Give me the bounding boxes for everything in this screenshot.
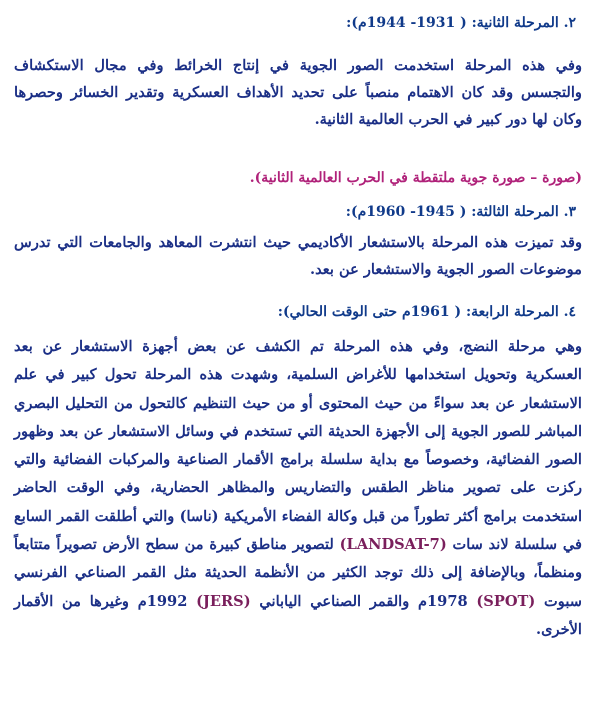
section-paragraph-stage-4 xyxy=(14,333,582,644)
section-paragraph-stage-2: وفي هذه المرحلة استخدمت الصور الجوية في إنتاج الخرائط وفي مجال الاستكشاف والتجسس وقد كان الاهتمام منصباً على تحديد الأهداف العسكرية وتقدير الخسائر وحصرها وكان لها دور كبير في الحرب العالمية الثانية. xyxy=(14,57,582,128)
jers-term: (JERS) xyxy=(196,592,251,610)
paragraph-text: وهي مرحلة النضج، وفي هذه المرحلة تم الكشف عن بعض أجهزة الاستشعار عن بعد العسكرية وتحويل استخدامها للأغراض السلمية، وشهدت هذه المرحلة تحول كبير في علم الاستشعار عن بعد سواءً من حيث المحتوى أو من حيث التنظيم كالتحول من التحليل البصري المباشر للصور الجوية إلى الأجهزة الحديثة التي تستخدم في وسائل الاستشعار عن بعد وظهور الصور الفضائية، وخصوصاً مع بداية سلسلة برامج الأقمار الصناعية والمركبات الفضائية والتي ركزت على تصوير مناظر الطقس والتضاريس والمظاهر الحضارية، وفي الوقت الحاضر استخدمت برامج أكثر تطوراً من قبل وكالة الفضاء الأمريكية (ناسا) والتي أطلقت القمر السابع في سلسلة لاند سات xyxy=(14,338,583,554)
section-heading-stage-3: ٣. المرحلة الثالثة: ( 1945- 1960م): xyxy=(345,204,576,220)
paragraph-text: 1992م وغيرها من الأقمار الأخرى. xyxy=(14,592,582,638)
spot-term: (SPOT) xyxy=(476,592,536,610)
paragraph-text: 1978م والقمر الصناعي الياباني xyxy=(250,592,477,610)
landsat-term: (LANDSAT-7) xyxy=(339,536,447,554)
section-heading-stage-2: ٢. المرحلة الثانية: ( 1931- 1944م): xyxy=(346,15,576,31)
paragraph-text: لتصوير مناطق كبيرة من سطح الأرض تصويراً متتابعاً ومنظماً، وبالإضافة إلى ذلك توجد الكثير من الأنظمة الحديثة مثل القمر الصناعي الفرنسي سبوت xyxy=(14,536,582,610)
section-paragraph-stage-3: وقد تميزت هذه المرحلة بالاستشعار الأكاديمي حيث انتشرت المعاهد والجامعات التي تدرس موضوعات الصور الجوية والاستشعار عن بعد. xyxy=(14,234,582,278)
image-caption: (صورة – صورة جوية ملتقطة في الحرب العالمية الثانية). xyxy=(249,170,582,186)
section-heading-stage-4: ٤. المرحلة الرابعة: ( 1961م حتى الوقت الحالي): xyxy=(277,304,576,320)
